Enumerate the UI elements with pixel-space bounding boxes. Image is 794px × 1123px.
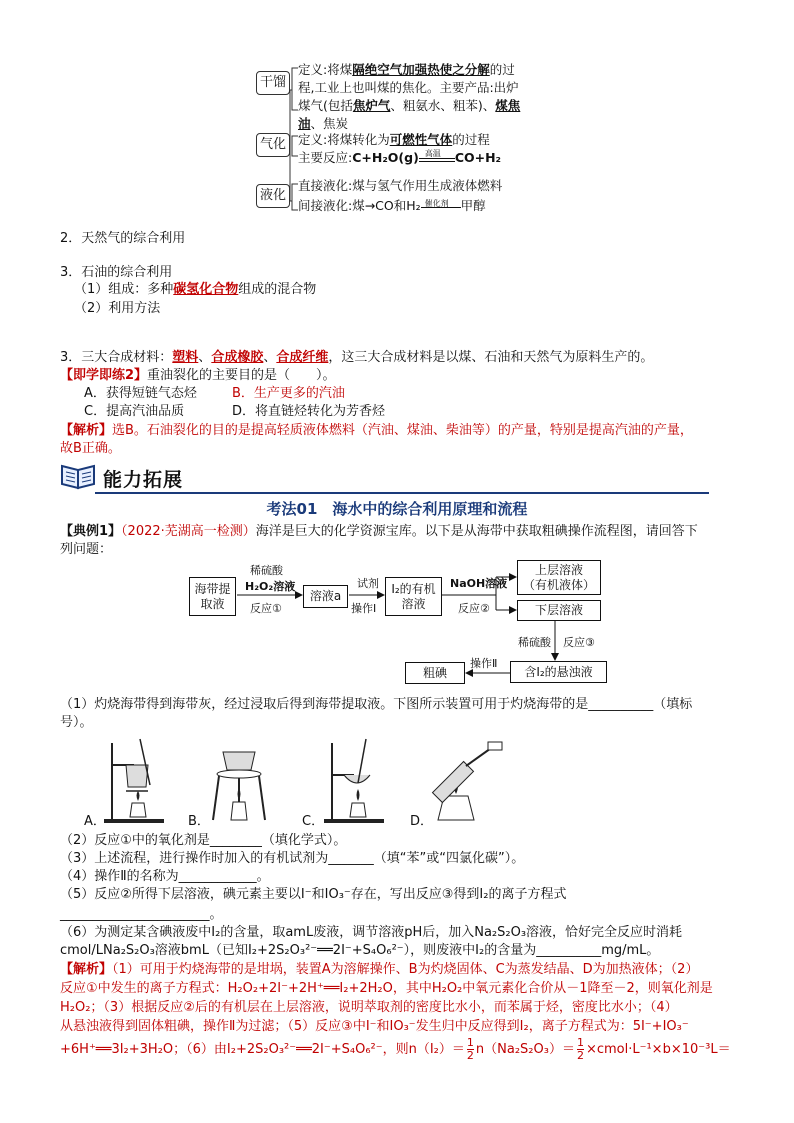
question-4: （4）操作Ⅱ的名称为____________。 xyxy=(60,869,270,884)
ability-banner-title: 能力拓展 xyxy=(103,469,184,491)
apparatus-label-a: A． xyxy=(84,814,106,829)
question-5-line1: （5）反应②所得下层溶液，碘元素主要以I⁻和IO₃⁻存在，写出反应③得到I₂的离子方程式 xyxy=(60,887,567,902)
analysis-line3: H₂O₂；（3）根据反应②后的有机层在上层溶液，说明萃取剂的密度比水小，而苯属于烃，密度比水小；（4） xyxy=(60,1000,678,1015)
practice-analysis-line2: 故B正确。 xyxy=(60,441,121,456)
fraction-one-half-b: $\frac{1}{2}$ xyxy=(576,1036,584,1062)
test-method-title: 考法01 海水中的综合利用原理和流程 xyxy=(266,500,528,518)
flow-label-dilute-acid-2: 稀硫酸 xyxy=(518,636,551,649)
banner-divider xyxy=(95,492,709,494)
question-1-line2: 号）。 xyxy=(60,715,93,730)
apparatus-b-crucible xyxy=(205,740,275,825)
section-natural-gas: 2．天然气的综合利用 xyxy=(60,231,186,246)
flow-box-solution-a: 溶液a xyxy=(303,585,348,608)
fraction-one-half-a: $\frac{1}{2}$ xyxy=(466,1036,474,1062)
dry-text: 定义:将煤隔绝空气加强热使之分解的过 程,工业上也叫煤的焦化。主要产品:出炉 煤气(包括焦炉气、粗氨水、粗苯)、煤焦 油、焦炭 xyxy=(298,62,521,131)
flow-box-crude-iodine: 粗碘 xyxy=(405,662,465,684)
flow-box-iodine-organic: I₂的有机 溶液 xyxy=(385,577,442,616)
apparatus-d-test-tube xyxy=(430,740,510,825)
section-petroleum: 3．石油的综合利用 xyxy=(60,265,173,280)
practice-option-a: A．获得短链气态烃 xyxy=(84,386,197,401)
example1-intro-line1: 【典例1】（2022·芜湖高一检测）海洋是巨大的化学资源宝库。以下是从海带中获取粗碘操作流程图，请回答下 xyxy=(60,524,698,539)
question-6-line1: （6）为测定某含碘液废中I₂的含量，取amL废液，调节溶液pH后，加入Na₂S₂O₃溶液，恰好完全反应时消耗 xyxy=(60,925,683,940)
analysis-line2: 反应①中发生的离子方程式：H₂O₂+2I⁻+2H⁺══I₂+2H₂O，其中H₂O₂中氧元素化合价从－1降至－2，则氧化剂是 xyxy=(60,981,713,996)
practice-option-b: B．生产更多的汽油 xyxy=(232,386,345,401)
practice-question: 【即学即练2】重油裂化的主要目的是（ ）。 xyxy=(60,368,336,383)
node-gasification: 气化 xyxy=(256,133,290,157)
practice-option-c: C．提高汽油品质 xyxy=(84,404,185,419)
flow-box-upper-layer: 上层溶液 （有机液体） xyxy=(517,560,601,595)
flow-box-iodine-suspension: 含I₂的悬浊液 xyxy=(510,661,607,683)
book-icon xyxy=(58,460,100,492)
flow-label-reagent: 试剂 xyxy=(357,577,379,590)
liq-text: 直接液化:煤与氢气作用生成液体燃料 间接液化:煤→CO和H₂ 催化剂 甲醇 xyxy=(298,178,503,213)
practice-option-d: D．将直链烃转化为芳香烃 xyxy=(232,404,386,419)
analysis-line1: 【解析】（1）可用于灼烧海带的是坩埚，装置A为溶解操作、B为灼烧固体、C为蒸发结晶、D为加热液体；（2） xyxy=(60,962,699,977)
flow-label-h2o2: H₂O₂溶液 xyxy=(245,580,296,593)
question-6-line2: cmol/LNa₂S₂O₃溶液bmL（已知I₂+2S₂O₃²⁻══2I⁻+S₄O₆²⁻），则废液中I₂的含量为__________mg/mL。 xyxy=(60,943,660,958)
practice-analysis-line1: 【解析】选B。石油裂化的目的是提高轻质液体燃料（汽油、煤油、柴油等）的产量，特别是提高汽油的产量， xyxy=(60,423,693,438)
apparatus-c-evaporating xyxy=(320,735,400,825)
section-synthetic-materials: 3．三大合成材料：塑料、合成橡胶、合成纤维，这三大合成材料是以煤、石油和天然气为原料生产的。 xyxy=(60,350,654,365)
apparatus-a-dissolving xyxy=(100,735,180,825)
flow-label-naoh: NaOH溶液 xyxy=(450,577,508,590)
apparatus-label-c: C． xyxy=(302,814,325,829)
flow-label-reaction-3: 反应③ xyxy=(563,636,595,649)
flow-label-reaction-1: 反应① xyxy=(250,602,282,615)
question-2: （2）反应①中的氧化剂是________（填化学式）。 xyxy=(60,833,347,848)
question-3: （3）上述流程，进行操作时加入的有机试剂为_______（填“苯”或“四氯化碳”）。 xyxy=(60,851,525,866)
node-dry-distillation: 干馏 xyxy=(256,71,290,95)
petroleum-usage: （2）利用方法 xyxy=(74,301,161,316)
flow-label-reaction-2: 反应② xyxy=(458,602,490,615)
flow-label-operation-2: 操作Ⅱ xyxy=(470,657,498,670)
apparatus-label-d: D． xyxy=(410,814,434,829)
gas-text: 定义:将煤转化为可燃性气体的过程 主要反应:C+H₂O(g) 高温 CO+H₂ xyxy=(298,132,502,165)
flow-box-lower-layer: 下层溶液 xyxy=(517,600,601,621)
petroleum-composition: （1）组成：多种碳氢化合物组成的混合物 xyxy=(74,282,317,297)
analysis-line5: +6H⁺══3I₂+3H₂O；（6）由I₂+2S₂O₃²⁻══2I⁻+S₄O₆²⁻，则n（I₂）＝ $\frac{1}{2}$ n（Na₂S₂O₃）＝ $\frac{1}{2}$ ×cmol·L⁻¹×b×10⁻³L＝ xyxy=(60,1036,731,1062)
analysis-line4: 从悬浊液得到固体粗碘，操作Ⅱ为过滤；（5）反应③中I⁻和IO₃⁻发生归中反应得到I₂，离子方程式为：5I⁻+IO₃⁻ xyxy=(60,1019,689,1034)
flow-label-operation-1: 操作Ⅰ xyxy=(351,602,377,615)
example1-intro-line2: 列问题： xyxy=(60,542,113,557)
question-1-line1: （1）灼烧海带得到海带灰，经过浸取后得到海带提取液。下图所示装置可用于灼烧海带的是__________（填标 xyxy=(60,697,693,712)
flow-label-dilute-acid-1: 稀硫酸 xyxy=(250,564,283,577)
flow-box-kelp-extract: 海带提 取液 xyxy=(189,577,236,616)
question-5-line2: _______________________。 xyxy=(60,907,223,922)
apparatus-label-b: B． xyxy=(188,814,210,829)
node-liquefaction: 液化 xyxy=(256,184,290,208)
